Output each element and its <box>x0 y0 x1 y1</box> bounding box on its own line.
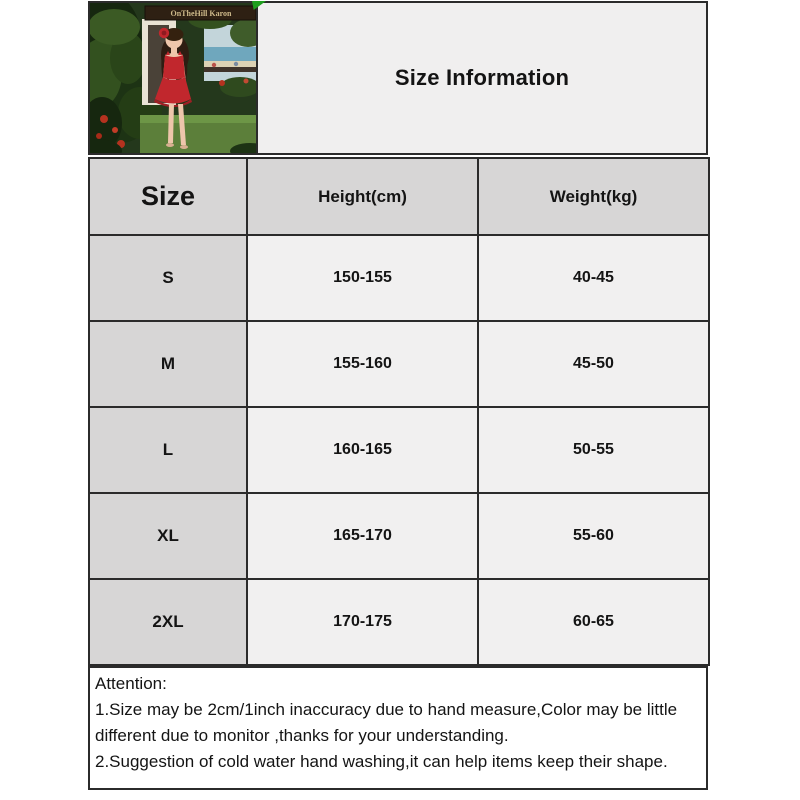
column-header-size: Size <box>89 158 247 235</box>
size-chart-sheet <box>88 1 708 790</box>
attention-title: Attention: <box>95 674 167 693</box>
size-table <box>88 157 710 666</box>
height-cell: 150-155 <box>247 235 478 321</box>
table-header-row <box>89 158 709 235</box>
weight-cell: 50-55 <box>478 407 709 493</box>
size-label: S <box>89 235 247 321</box>
size-label: L <box>89 407 247 493</box>
size-label: 2XL <box>89 579 247 665</box>
table-row-xl <box>89 493 709 579</box>
weight-cell: 55-60 <box>478 493 709 579</box>
size-label: M <box>89 321 247 407</box>
weight-cell: 40-45 <box>478 235 709 321</box>
height-cell: 165-170 <box>247 493 478 579</box>
table-row-l <box>89 407 709 493</box>
size-information-header <box>258 1 708 155</box>
table-row-s <box>89 235 709 321</box>
column-header-height: Height(cm) <box>247 158 478 235</box>
page-title: Size Information <box>394 65 570 90</box>
height-cell: 155-160 <box>247 321 478 407</box>
product-photo <box>88 1 258 155</box>
height-cell: 170-175 <box>247 579 478 665</box>
size-label: XL <box>89 493 247 579</box>
table-row-2xl <box>89 579 709 665</box>
attention-note-2: 2.Suggestion of cold water hand washing,it can help items keep their shape. <box>95 752 668 771</box>
top-row <box>88 1 708 155</box>
product-photo-illustration <box>90 3 256 153</box>
weight-cell: 60-65 <box>478 579 709 665</box>
weight-cell: 45-50 <box>478 321 709 407</box>
height-cell: 160-165 <box>247 407 478 493</box>
table-row-m <box>89 321 709 407</box>
photo-sign-text: OnTheHill Karon <box>170 9 232 18</box>
column-header-weight: Weight(kg) <box>478 158 709 235</box>
attention-note-1: 1.Size may be 2cm/1inch inaccuracy due to hand measure,Color may be little different due to monitor ,thanks for your understanding. <box>95 700 678 745</box>
attention-notes <box>88 666 708 790</box>
